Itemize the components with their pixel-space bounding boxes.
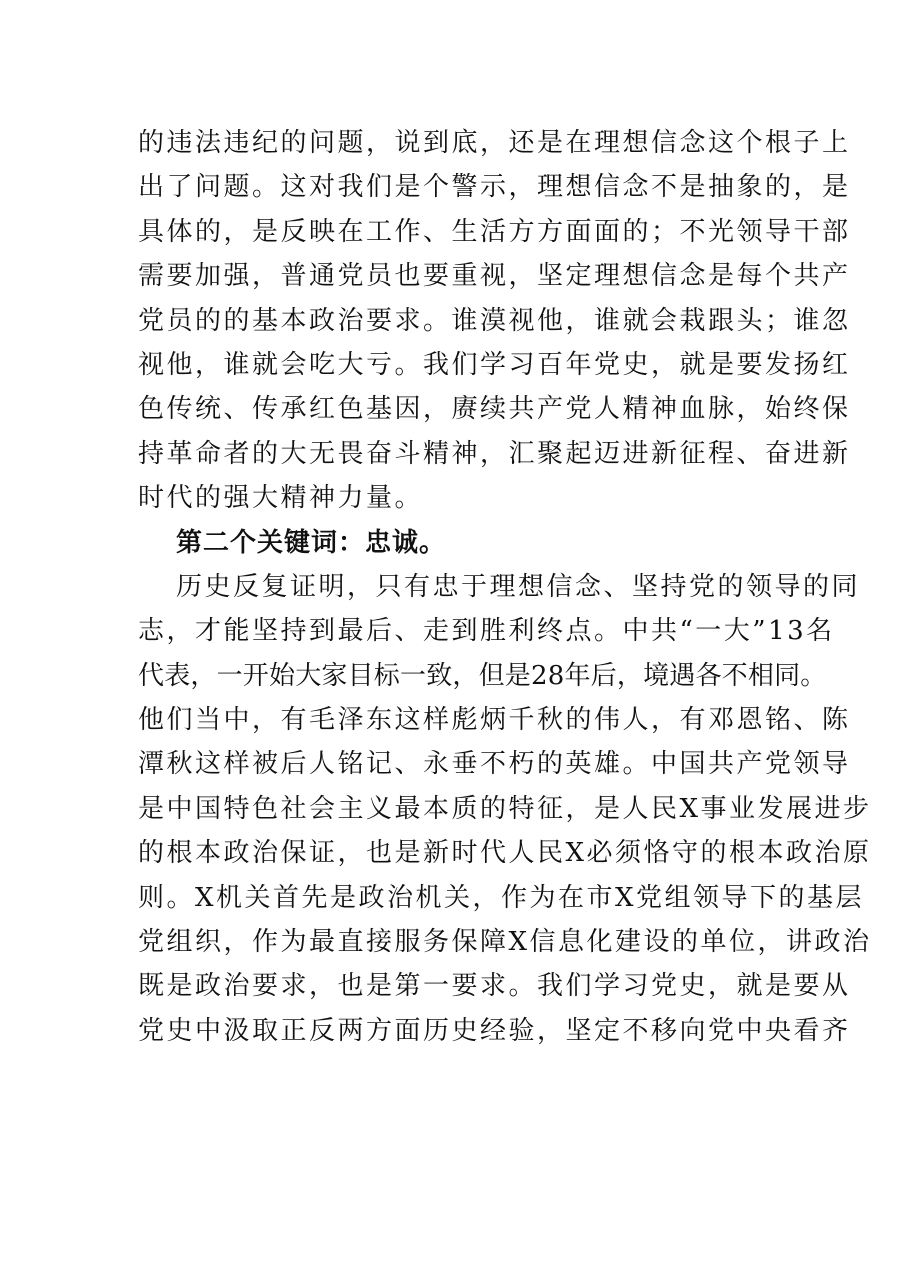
paragraph-line: 是中国特色社会主义最本质的特征，是人民X事业发展进步 — [138, 793, 872, 824]
paragraph-line: 持革命者的大无畏奋斗精神，汇聚起迈进新征程、奋进新 — [138, 438, 851, 469]
paragraph-line: 具体的，是反映在工作、生活方方面面的；不光领导干部 — [138, 216, 851, 247]
paragraph-line: 的违法违纪的问题，说到底，还是在理想信念这个根子上 — [138, 128, 851, 158]
paragraph-line: 志，才能坚持到最后、走到胜利终点。中共“一大”13名 — [138, 616, 835, 647]
paragraph-line: 的根本政治保证，也是新时代人民X必须恪守的根本政治原 — [138, 838, 872, 869]
paragraph-line: 时代的强大精神力量。 — [138, 483, 424, 514]
paragraph-line: 则。X机关首先是政治机关，作为在市X党组领导下的基层 — [138, 882, 865, 913]
paragraph-line: 历史反复证明，只有忠于理想信念、坚持党的领导的同 — [176, 571, 861, 602]
paragraph-line: 既是政治要求，也是第一要求。我们学习党史，就是要从 — [138, 971, 851, 1002]
paragraph-line: 色传统、传承红色基因，赓续共产党人精神血脉，始终保 — [138, 394, 851, 425]
paragraph-line: 潭秋这样被后人铭记、永垂不朽的英雄。中国共产党领导 — [138, 749, 851, 780]
paragraph-1 — [138, 121, 851, 521]
paragraph-line: 代表，一开始大家目标一致，但是28年后，境遇各不相同。 — [138, 660, 827, 691]
section-heading: 第二个关键词：忠诚。 — [176, 527, 447, 558]
paragraph-2 — [138, 565, 872, 1053]
paragraph-line: 党组织，作为最直接服务保障X信息化建设的单位，讲政治 — [138, 927, 872, 958]
document-body — [138, 121, 872, 1053]
paragraph-line: 出了问题。这对我们是个警示，理想信念不是抽象的，是 — [138, 172, 851, 203]
paragraph-line: 党史中汲取正反两方面历史经验，坚定不移向党中央看齐 — [138, 1015, 851, 1046]
paragraph-line: 党员的的基本政治要求。谁漠视他，谁就会栽跟头；谁忽 — [138, 305, 851, 336]
paragraph-line: 需要加强，普通党员也要重视，坚定理想信念是每个共产 — [138, 261, 851, 292]
paragraph-line: 他们当中，有毛泽东这样彪炳千秋的伟人，有邓恩铭、陈 — [138, 705, 851, 736]
paragraph-line: 视他，谁就会吃大亏。我们学习百年党史，就是要发扬红 — [138, 349, 851, 380]
